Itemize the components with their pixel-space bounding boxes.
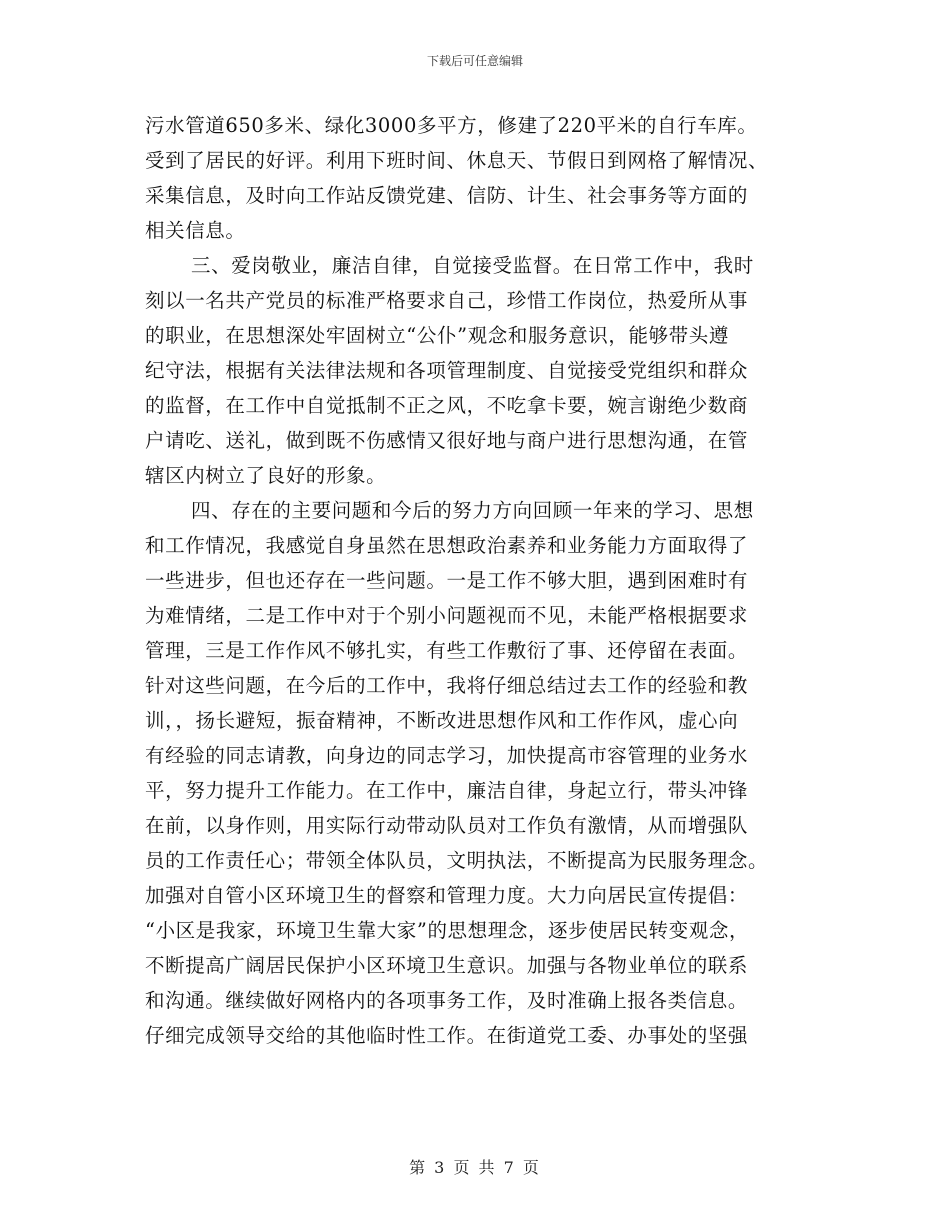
body-text bbox=[145, 108, 810, 1053]
text-line: 和沟通。继续做好网格内的各项事务工作，及时准确上报各类信息。 bbox=[145, 989, 749, 1012]
text-line: 有经验的同志请教，向身边的同志学习，加快提高市容管理的业务水 bbox=[145, 744, 749, 767]
text-line: 加强对自管小区环境卫生的督察和管理力度。大力向居民宣传提倡： bbox=[145, 884, 749, 907]
text-line: 平，努力提升工作能力。在工作中，廉洁自律，身起立行，带头冲锋 bbox=[145, 779, 749, 802]
text-line: 在前，以身作则，用实际行动带动队员对工作负有激情，从而增强队 bbox=[145, 814, 749, 837]
text-line: 辖区内树立了良好的形象。 bbox=[145, 464, 387, 487]
text-line: 不断提高广阔居民保护小区环境卫生意识。加强与各物业单位的联系 bbox=[145, 954, 749, 977]
text-line: 刻以一名共产党员的标准严格要求自己，珍惜工作岗位，热爱所从事 bbox=[145, 289, 749, 312]
text-line: 一些进步，但也还存在一些问题。一是工作不够大胆，遇到困难时有 bbox=[145, 569, 749, 592]
page-number: 第 3 页 共 7 页 bbox=[409, 1158, 541, 1177]
text-line: 管理，三是工作作风不够扎实，有些工作敷衍了事、还停留在表面。 bbox=[145, 639, 749, 662]
text-line: 受到了居民的好评。利用下班时间、休息天、节假日到网格了解情况、 bbox=[145, 149, 769, 172]
text-line: “小区是我家，环境卫生靠大家”的思想理念，逐步使居民转变观念， bbox=[145, 919, 750, 942]
page-header: 下载后可任意编辑 bbox=[426, 54, 523, 68]
text-line: 为难情绪，二是工作中对于个别小问题视而不见，未能严格根据要求 bbox=[145, 604, 749, 627]
text-line: 纪守法，根据有关法律法规和各项管理制度、自觉接受党组织和群众 bbox=[145, 359, 749, 382]
text-line: 的监督，在工作中自觉抵制不正之风，不吃拿卡要，婉言谢绝少数商 bbox=[145, 394, 749, 417]
paragraph-start-line: 四、存在的主要问题和今后的努力方向回顾一年来的学习、思想 bbox=[191, 499, 754, 522]
text-line: 污水管道650多米、绿化3000多平方，修建了220平米的自行车库。 bbox=[145, 114, 758, 137]
text-line: 针对这些问题，在今后的工作中，我将仔细总结过去工作的经验和教 bbox=[145, 674, 749, 697]
text-line: 训，，扬长避短，振奋精神，不断改进思想作风和工作作风，虚心向 bbox=[145, 709, 739, 732]
text-line: 的职业，在思想深处牢固树立“公仆”观念和服务意识，能够带头遵 bbox=[145, 324, 729, 347]
text-line: 和工作情况，我感觉自身虽然在思想政治素养和业务能力方面取得了 bbox=[145, 534, 749, 557]
text-line: 相关信息。 bbox=[145, 219, 246, 242]
text-line: 员的工作责任心；带领全体队员，文明执法，不断提高为民服务理念。 bbox=[145, 849, 769, 872]
text-line: 采集信息，及时向工作站反馈党建、信防、计生、社会事务等方面的 bbox=[145, 184, 749, 207]
paragraph-start-line: 三、爱岗敬业，廉洁自律，自觉接受监督。在日常工作中，我时 bbox=[191, 254, 754, 277]
text-line: 仔细完成领导交给的其他临时性工作。在街道党工委、办事处的坚强 bbox=[145, 1024, 749, 1047]
text-line: 户请吃、送礼，做到既不伤感情又很好地与商户进行思想沟通，在管 bbox=[145, 429, 749, 452]
